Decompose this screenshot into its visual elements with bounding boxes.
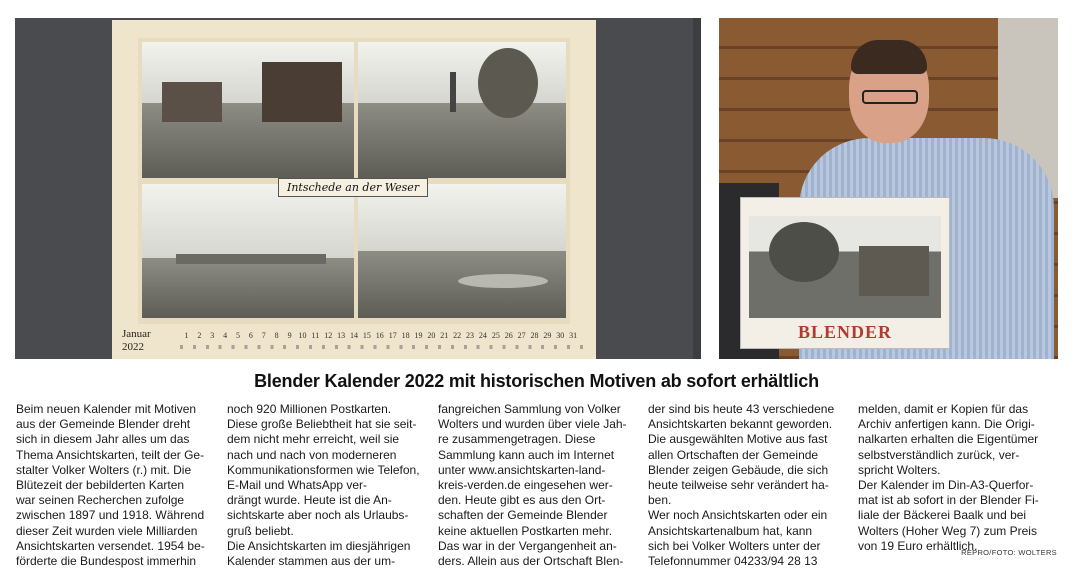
calendar-day: 12 bbox=[324, 331, 333, 340]
calendar-month: Januar bbox=[122, 328, 151, 340]
photo-edge bbox=[693, 18, 701, 359]
person-hair bbox=[851, 40, 927, 74]
article-column-3: fangreichen Sammlung von Volker Wolters und wurden über viele Jah- re zusammengetragen. Diese Sammlung kann auch im Internet unter www.ansichtskarten-land- kreis-verden.de eingesehen wer- den. Heute gibt es aus den Ort- schaften der Gemeinde Blender keine aktuellen Postkarten mehr. Das war in der Vergangenheit an- ders. Allein aus der Ortschaft Blen- bbox=[438, 402, 627, 569]
held-calendar-title: BLENDER bbox=[797, 322, 893, 342]
calendar-weekday-row bbox=[180, 345, 584, 349]
calendar-photo bbox=[15, 18, 701, 359]
calendar-day: 24 bbox=[478, 331, 487, 340]
calendar-day: 30 bbox=[556, 331, 565, 340]
held-calendar bbox=[741, 198, 949, 348]
calendar-day: 18 bbox=[401, 331, 410, 340]
calendar-page bbox=[112, 20, 596, 359]
calendar-day: 26 bbox=[504, 331, 513, 340]
calendar-year: 2022 bbox=[122, 341, 144, 353]
article-column-4: der sind bis heute 43 verschiedene Ansichtskarten bekannt geworden. Die ausgewählten Motive aus fast allen Ortschaften der Gemeinde Blender zeigen Gebäude, die sich heute teilweise sehr verändert ha- ben. Wer noch Ansichtskarten oder ein Ansichtskartenalbum hat, kann sich bei Volker Wolters unter der Telefonnummer 04233/94 28 13 bbox=[648, 402, 835, 569]
calendar-day: 21 bbox=[440, 331, 449, 340]
calendar-day: 10 bbox=[298, 331, 307, 340]
calendar-day: 20 bbox=[427, 331, 436, 340]
calendar-day: 23 bbox=[466, 331, 475, 340]
article-column-1: Beim neuen Kalender mit Motiven aus der Gemeinde Blender dreht sich in diesem Jahr alles um das Thema Ansichtskarten, teilt der Ge- stalter Volker Wolters (r.) mit. Die Blütezeit der bebilderten Karten war seinen Recherchen zufolge zwischen 1897 und 1918. Während dieser Zeit wurden viele Milliarden Ansichtskarten versendet. 1954 be- förderte die Bundespost immerhin bbox=[16, 402, 205, 569]
calendar-day: 8 bbox=[274, 331, 279, 340]
calendar-day: 3 bbox=[210, 331, 215, 340]
calendar-day: 22 bbox=[453, 331, 462, 340]
calendar-day: 4 bbox=[223, 331, 228, 340]
calendar-day: 9 bbox=[287, 331, 292, 340]
calendar-day: 11 bbox=[311, 331, 320, 340]
calendar-day: 27 bbox=[517, 331, 526, 340]
calendar-day: 19 bbox=[414, 331, 423, 340]
calendar-day: 1 bbox=[184, 331, 189, 340]
postcard-street-houses bbox=[142, 42, 354, 178]
article-column-5: melden, damit er Kopien für das Archiv anfertigen kann. Die Origi- nalkarten erhalten die Eigentümer selbstverständlich zurück, ver- spricht Wolters. Der Kalender im Din-A3-Querfor- mat ist ab sofort in der Blender Fi- liale der Bäckerei Baalk und bei Wolters (Hoher Weg 7) zum Preis von 19 Euro erhältlich. bbox=[858, 402, 1039, 553]
calendar-month-label bbox=[122, 328, 151, 354]
calendar-day: 5 bbox=[236, 331, 240, 340]
article-headline: Blender Kalender 2022 mit historischen Motiven ab sofort erhältlich bbox=[254, 371, 819, 391]
calendar-day: 14 bbox=[350, 331, 359, 340]
calendar-day: 15 bbox=[362, 331, 371, 340]
glasses bbox=[862, 90, 918, 104]
calendar-day: 7 bbox=[261, 331, 266, 340]
photo-credit: REPRO/FOTO: WOLTERS bbox=[961, 548, 1057, 557]
calendar-day: 28 bbox=[530, 331, 539, 340]
postcard-river-landscape bbox=[358, 184, 566, 318]
calendar-day: 25 bbox=[491, 331, 500, 340]
calendar-day: 31 bbox=[569, 331, 578, 340]
postcard-village-road bbox=[358, 42, 566, 178]
calendar-day: 2 bbox=[197, 331, 202, 340]
portrait-photo bbox=[719, 18, 1058, 359]
calendar-day: 13 bbox=[337, 331, 346, 340]
held-calendar-image bbox=[749, 216, 941, 318]
calendar-day: 16 bbox=[375, 331, 384, 340]
calendar-day: 29 bbox=[543, 331, 552, 340]
postcard-collage bbox=[138, 38, 570, 324]
article-column-2: noch 920 Millionen Postkarten. Diese große Beliebtheit hat sie seit- dem nicht mehr erreicht, weil sie nach und nach von moderneren Kommunikationsformen wie Telefon, E-Mail und WhatsApp ver- drängt wurde. Heute ist die An- sichtskarte aber noch als Urlaubs- gruß beliebt. Die Ansichtskarten im diesjährigen Kalender stammen aus der um- bbox=[227, 402, 420, 569]
calendar-day: 17 bbox=[388, 331, 397, 340]
calendar-day: 6 bbox=[248, 331, 253, 340]
calendar-days-row bbox=[180, 331, 580, 340]
postcard-weir bbox=[142, 184, 354, 318]
postcard-caption: Intschede an der Weser bbox=[278, 178, 428, 197]
